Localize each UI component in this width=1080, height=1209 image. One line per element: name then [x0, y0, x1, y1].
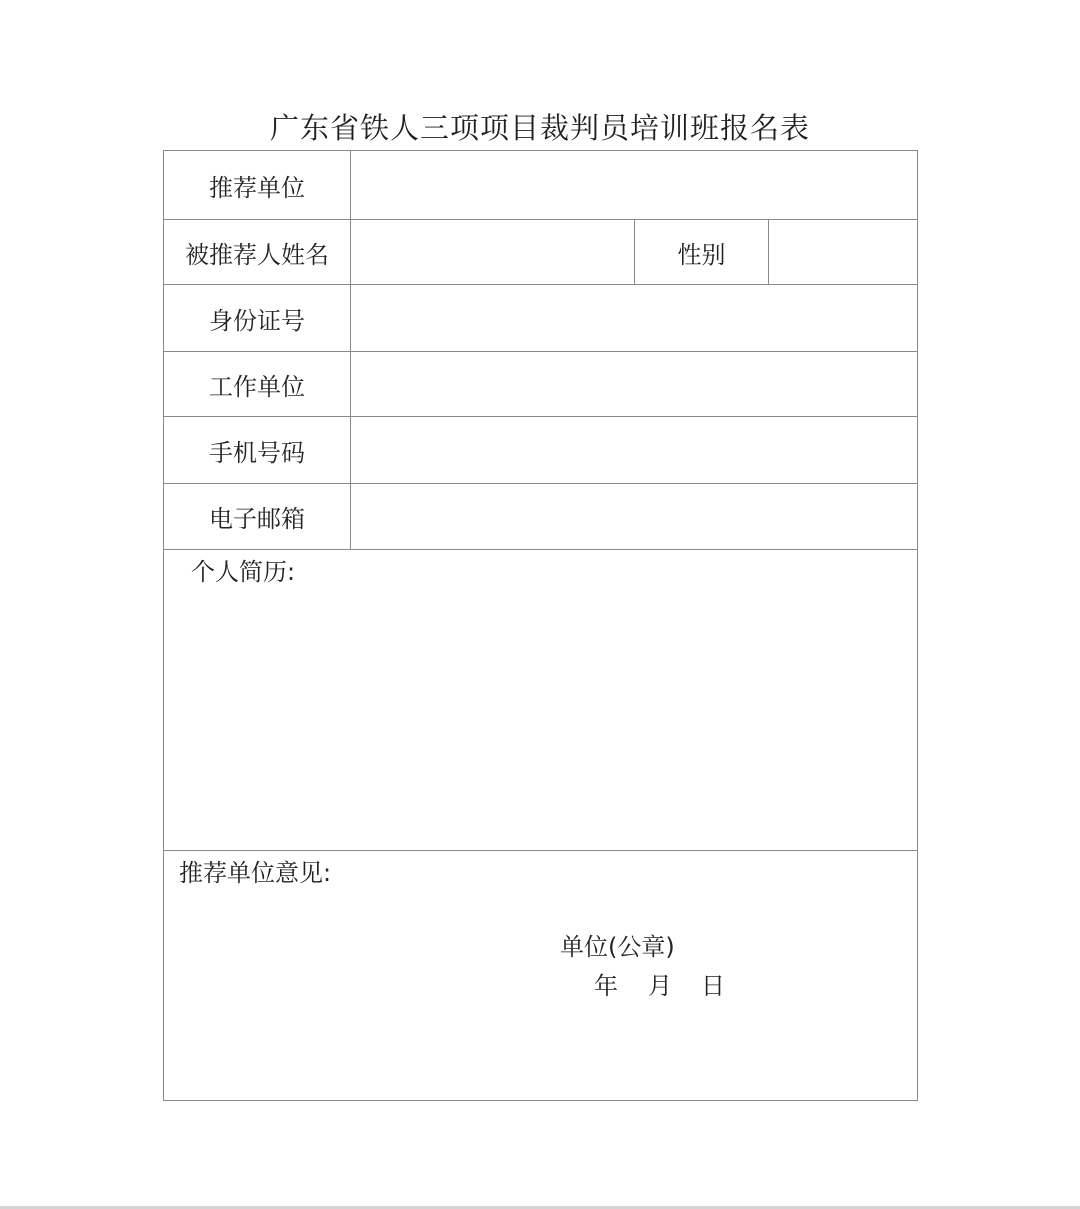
row-resume [164, 550, 918, 851]
row-recommending-unit [164, 151, 918, 220]
row-id-number [164, 285, 918, 352]
unit-seal-label: 单位(公章) [560, 933, 675, 961]
email-field[interactable] [351, 484, 918, 550]
phone-field[interactable] [351, 417, 918, 484]
recommending-unit-field[interactable] [351, 151, 918, 220]
opinion-field[interactable] [164, 851, 918, 1101]
resume-field[interactable] [164, 550, 918, 851]
gender-label: 性别 [635, 220, 769, 285]
date-year-label: 年 [594, 972, 618, 1000]
date-month-label: 月 [648, 972, 672, 1000]
recommending-unit-label: 推荐单位 [164, 151, 351, 220]
work-unit-label: 工作单位 [164, 352, 351, 417]
row-work-unit [164, 352, 918, 417]
row-opinion [164, 851, 918, 1101]
resume-label: 个人简历: [191, 558, 296, 586]
row-email [164, 484, 918, 550]
row-recommended-name [164, 220, 918, 285]
opinion-label: 推荐单位意见: [179, 859, 332, 887]
form-title: 广东省铁人三项项目裁判员培训班报名表 [269, 111, 810, 145]
recommended-name-label: 被推荐人姓名 [164, 220, 351, 285]
email-label: 电子邮箱 [164, 484, 351, 550]
work-unit-field[interactable] [351, 352, 918, 417]
recommended-name-field[interactable] [351, 220, 635, 285]
date-day-label: 日 [701, 972, 725, 1000]
row-phone [164, 417, 918, 484]
id-number-field[interactable] [351, 285, 918, 352]
id-number-label: 身份证号 [164, 285, 351, 352]
gender-field[interactable] [769, 220, 918, 285]
registration-form-table [163, 150, 918, 1101]
phone-label: 手机号码 [164, 417, 351, 484]
